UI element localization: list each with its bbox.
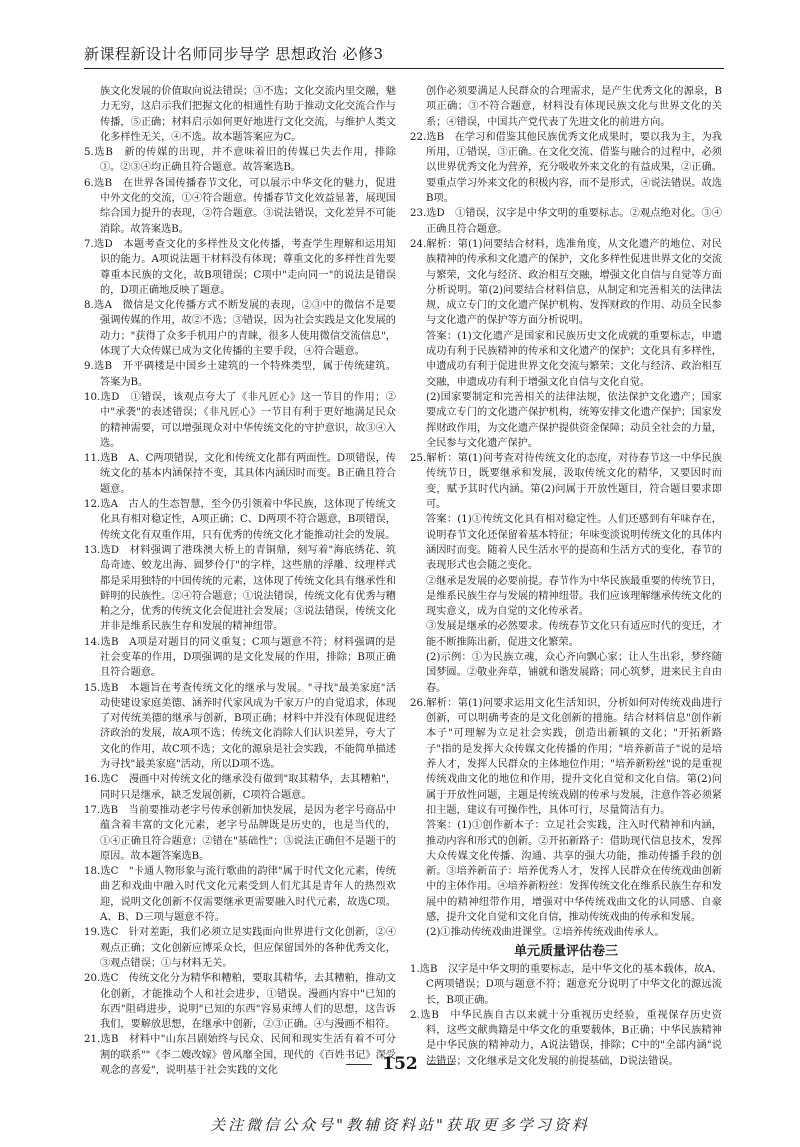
footer-notice: 关注微信公众号"教辅资料站"获取更多学习资料 [210, 1116, 590, 1134]
answer-entry: 20.选C 传统文化分为精华和糟粕，要取其精华，去其糟粕，推动文化创新，才能推动个人和社会进步，①错误。漫画内容中"已知的东西"阻碍进步，说明"已知的东西"容易束缚人们的思想，这告诉我们，要解放思想，在继承中创新，②③正确。④与漫画不相符。 [84, 973, 396, 1031]
answer-entry: 8.选A 微信是文化传播方式不断发展的表现，②③中的微信不是要强调传媒的作用，故②不选；③错误，因为社会实践是文化发展的动力；"获得了众多手机用户的青睐，很多人使用微信交流信息"，体现了大众传媒已成为文化传播的主要手段，④符合题意。 [84, 300, 396, 358]
left-column [84, 84, 396, 1078]
answer-entry: 21.选B 材料中"山东吕剧始终与民众、民间和现实生活有着不可分割的联系""《李二嫂改嫁》曾风靡全国，现代的《百姓书记》深受观念的喜爱"，说明基于社会实践的文化 [84, 1034, 396, 1076]
answer-entry: 22.选B 在学习和借鉴其他民族优秀文化成果时，要以我为主，为我所用，①错误，③正确。在文化交流、借鉴与融合的过程中，必须以世界优秀文化为营养，充分吸收外来文化的有益成果，②正确。要重点学习外来文化的积极内容，而不是形式，④说法错误。故选B项。 [410, 131, 722, 205]
answer-entry: 14.选B A项是对题目的同义重复；C项与题意不符；材料强调的是社会变革的作用，D项强调的是文化发展的作用，排除；B项正确且符合题意。 [84, 636, 396, 679]
answer-paragraph: ②继承是发展的必要前提。春节作为中华民族最重要的传统节日，是维系民族生存与发展的精神纽带。我们应该理解继承传统文化的现实意义，成为自觉的文化传承者。 [426, 575, 722, 618]
answer-entry: 17.选B 当前要推动老字号传承创新加快发展，是因为老字号商品中蕴含着丰富的文化元素，老字号品牌既是历史的，也是当代的，①④正确且符合题意；②错在"基础性"；③说法正确但不是题干的原因。故本题答案选B。 [84, 804, 396, 862]
answer-entry: 15.选B 本题旨在考查传统文化的继承与发展。"寻找"最美家庭"活动使建设家庭美德、涵养时代家风成为千家万户的自觉追求，体现了对传统美德的继承与创新，B项正确；材料中并没有体现促进经济政治的发展，故A项不选；传统文化消除人们认识差异，夸大了文化的作用，故C项不选；文化的源泉是社会实践，不能简单描述为寻找"最美家庭"活动，所以D项不选。 [84, 682, 396, 771]
answer-paragraph: 族文化发展的价值取向说法错误；③不选；文化交流内里交融，魅力无穷，这启示我们把握文化的相通性有助于推动文化交流合作与传播，⑤正确；材料启示如何更好地进行文化交流，与维护人类文化多样性无关，④不选。故本题答案应为C。 [100, 86, 396, 143]
answer-entry: 26.解析：第(1)问要求运用文化生活知识，分析如何对传统戏曲进行创新，可以明确考查的是文化创新的措施。结合材料信息"创作新本子"可理解为立足社会实践，创造出新颖的文化；"开拓新路子"指的是发挥大众传媒文化传播的作用；"培养新苗子"说的是培养人才，发挥人民群众的主体地位作用；"培养新粉丝"说的是重视传统戏曲文化的地位和作用，提升文化自觉和文化自信。第(2)问属于开放性问题，主题是传统戏剧的传承与发展，注意作答必须紧扣主题，建议有可操作性，具体可行，尽量简洁有力。 [410, 697, 722, 816]
answer-paragraph: (2)国家要制定和完善相关的法律法规，依法保护文化遗产；国家要成立专门的文化遗产保护机构，统筹安排文化遗产保护；国家发挥财政作用，为文化遗产保护提供资金保障；动员全社会的力量，全民参与文化遗产保护。 [426, 391, 722, 449]
page-number: 152 [382, 1054, 418, 1074]
answer-paragraph: (2)①推动传统戏曲进课堂。②培养传统戏曲传承人。 [426, 927, 665, 939]
answer-paragraph: ③发展是继承的必然要求。传统春节文化只有适应时代的变迁，才能不断推陈出新，促进文化繁荣。 [426, 621, 722, 648]
page-number-row [0, 1054, 800, 1074]
answer-entry: 18.选C "卡通人物形象与流行歌曲的韵律"属于时代文化元素，传统曲艺和戏曲中融入时代文化元素受到人们尤其是青年人的热烈欢迎，说明文化创新不仅需要继承更需要融入时代元素，故选C项。A、B、D三项与题意不符。 [84, 866, 396, 924]
answer-paragraph: 答案：(1)①传统文化具有相对稳定性。人们还感到有年味存在，说明春节文化还保留着基本特征；年味变淡说明传统文化的具体内涵因时而变。随着人民生活水平的提高和生活方式的变化，春节的表现形式也会随之变化。 [426, 514, 722, 572]
answer-entry: 2.选B 中华民族自古以来就十分重视历史经验，重视保存历史资料，这些文献典籍是中华文化的重要载体，B正确；中华民族精神是中华民族的精神动力，A说法错误，排除；C中的"全部内涵"说法错误；文化继承是文化发展的前提基础，D说法错误。 [410, 1009, 722, 1067]
header-title: 新课程新设计名师同步导学 思想政治 必修3 [84, 45, 384, 63]
section-title: 单元质量评估卷三 [513, 943, 618, 959]
answer-paragraph: (2)示例：①为民族立魂，众心齐向飘心家；让人生出彩，梦终随国梦圆。②敬业奔草，铺就和谐发展路；同心筑梦，进来民主自由春。 [426, 651, 722, 694]
answer-entry: 6.选B 在世界各国传播春节文化，可以展示中华文化的魅力，促进中外文化的交流，①④符合题意。传播春节文化效益显著，展现国综合国力提升的表现，②符合题意。③说法错误，文化差异不可能消除。故答案选B。 [84, 177, 396, 235]
answer-paragraph: 答案：(1)①创作新本子：立足社会实践，注入时代精神和内涵，推动内容和形式的创新。②开拓新路子：借助现代信息技术，发挥大众传媒文化传播、沟通、共享的强大功能，推动传播手段的创新。③培养新苗子：培养优秀人才，发挥人民群众在传统戏曲创新中的主体作用。④培养新粉丝：发挥传统文化在维系民族生存和发展中的精神纽带作用，增强对中华传统戏曲文化的认同感、自豪感，提升文化自觉和文化自信，推动传统戏曲的传承和发展。 [426, 820, 722, 924]
page-header [84, 40, 724, 69]
answer-paragraph: 创作必须要满足人民群众的合理需求，是产生优秀文化的源泉，B项正确；③不符合题意，材料没有体现民族文化与世界文化的关系；④错误，中国共产党代表了先进文化的前进方向。 [426, 86, 722, 128]
answer-entry: 12.选A 古人的生态智慧，至今仍引领着中华民族，这体现了传统文化具有相对稳定性，A项正确；C、D两项不符合题意，B项错误，传统文化有双重作用，只有优秀的传统文化才能推动社会的发展。 [84, 499, 396, 541]
answer-entry: 25.解析：第(1)问考查对待传统文化的态度，对待春节这一中华民族传统节日，既要继承和发展，汲取传统文化的精华，又要因时而变，赋予其时代内涵。第(2)问属于开放性题目，符合题目要求即可。 [410, 453, 722, 511]
right-column [410, 84, 722, 1069]
page-number-dash-right [428, 1064, 454, 1065]
answer-entry: 23.选D ①错误，汉字是中华文明的重要标志。②观点绝对化。③④正确且符合题意。 [410, 208, 722, 235]
answer-entry: 9.选B 开平碉楼是中国乡土建筑的一个特殊类型，属于传统建筑。答案为B。 [84, 361, 396, 388]
answer-paragraph: 答案：(1)文化遗产是国家和民族历史文化成就的重要标志，申遗成功有利于民族精神的传承和文化遗产的保护；文化具有多样性，申遗成功有利于促进世界文化交流与繁荣；文化与经济、政治相互交融，申遗成功有利于增强文化自信与文化自觉。 [426, 330, 722, 388]
answer-entry: 16.选C 漫画中对传统文化的继承没有做到"取其精华，去其糟粕"，同时只是继承，缺乏发展创新，C项符合题意。 [84, 774, 396, 801]
page-number-dash-left [346, 1064, 372, 1065]
answer-entry: 24.解析：第(1)问要结合材料，选准角度，从文化遗产的地位、对民族精神的传承和文化遗产的保护，文化多样性促进世界文化的交流与繁荣，文化与经济、政治相互交融，增强文化自信与自觉等方面分析说明。第(2)问要结合材料信息，从制定和完善相关的法律法规、成立专门的文化遗产保护机构、发挥财政的作用、动员全民参与文化遗产的保护等方面分析说明。 [410, 238, 722, 327]
answer-entry: 5.选B 新的传媒的出现，并不意味着旧的传媒已失去作用，排除①。②③④均正确且符合题意。故答案选B。 [84, 147, 396, 174]
answer-entry: 10.选D ①错误，该观点夸大了《非凡匠心》这一节目的作用；②中"承袭"的表述错误；《非凡匠心》一节目有利于更好地满足民众的精神需要，可以增强现众对中华传统文化的守护意识，故③④入选。 [84, 391, 396, 449]
answer-entry: 11.选B A、C两项错误，文化和传统文化都有两面性。D项错误，传统文化的基本内涵保持不变，其具体内涵因时而变。B正确且符合题意。 [84, 453, 396, 495]
answer-entry: 19.选C 针对差距，我们必须立足实践面向世界进行文化创新，②④观点正确；文化创新应博采众长，但应保留国外的各种优秀文化，③观点错误；①与材料无关。 [84, 927, 396, 969]
answer-entry: 13.选D 材料强调了港珠澳大桥上的青铜鼎，刻写着"海底绣花、筑岛奇迹、蛟龙出海、圆梦伶仃"的字样，这些鼎的浮雕、纹理样式都是采用独特的中国传统的元素，这体现了传统文化具有继承性和鲜明的民族性。②④符合题意；①说法错误，传统文化有优秀与糟粕之分，优秀的传统文化会促进社会发展；③说法错误，传统文化并非是维系民族生存和发展的精神纽带。 [84, 544, 396, 633]
answer-entry: 1.选B 汉字是中华文明的重要标志，是中华文化的基本载体，故A、C两项错误；D项与题意不符；题意充分说明了中华文化的源远流长，B项正确。 [410, 963, 722, 1006]
answer-entry: 7.选D 本题考查文化的多样性及文化传播，考查学生理解和运用知识的能力。A项说法题干材料没有体现；尊重文化的多样性首先要尊重本民族的文化，故B项错误；C项中"走向同一"的说法是错误的，D项正确地反映了题意。 [84, 238, 396, 296]
